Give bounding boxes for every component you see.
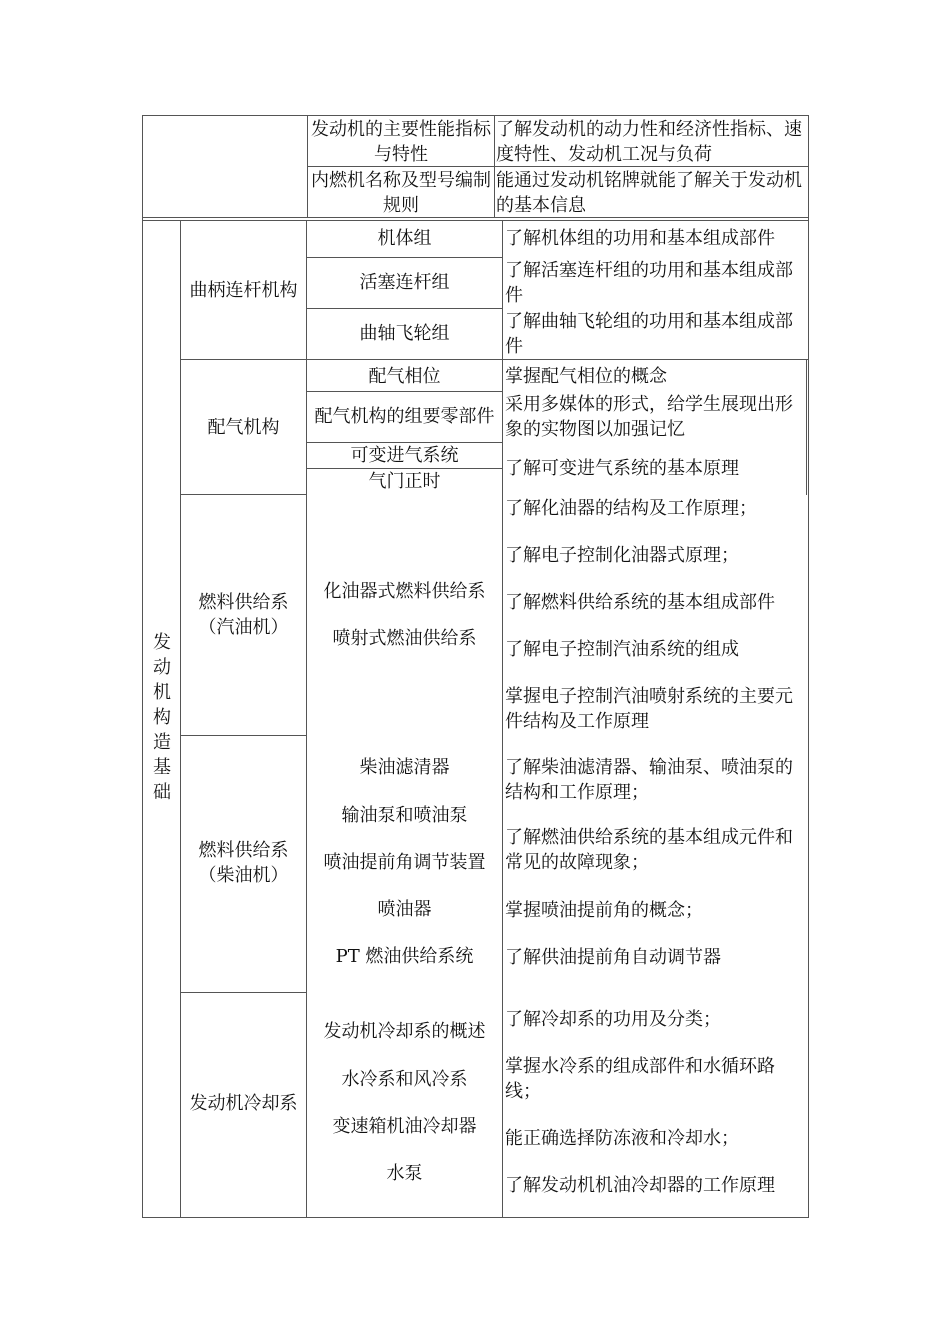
rule (808, 115, 809, 1218)
section-label: 配气机构 (207, 417, 280, 438)
requirement-cell: 掌握喷油提前角的概念； (505, 900, 703, 921)
rule (142, 115, 143, 1218)
topic-cell: 柴油滤清器 (359, 757, 450, 778)
section-label: 燃料供给系 (198, 840, 289, 861)
topic-cell: 变速箱机油冷却器 (332, 1116, 477, 1137)
requirement-cell: 了解机体组的功用和基本组成部件 (505, 228, 775, 249)
section-label: 燃料供给系 (198, 592, 289, 613)
rule (306, 257, 502, 258)
topic-cell: 气门正时 (368, 471, 441, 492)
requirement-cell: 了解电子控制化油器式原理； (505, 545, 739, 566)
requirement-cell: 了解发动机的动力性和经济性指标、速度特性、发动机工况与负荷 (496, 119, 802, 165)
topic-cell: 发动机的主要性能指标与特性 (311, 119, 491, 165)
requirement-cell: 采用多媒体的形式，给学生展现出形象的实物图以加强记忆 (505, 394, 793, 440)
rule (306, 308, 502, 309)
rule (307, 115, 308, 218)
topic-cell: 活塞连杆组 (359, 272, 450, 293)
requirement-cell: 能正确选择防冻液和冷却水； (505, 1128, 739, 1149)
rule (142, 115, 809, 116)
requirement-cell: 了解柴油滤清器、输油泵、喷油泵的结构和工作原理； (505, 757, 793, 803)
rule (306, 391, 502, 392)
section-label: 曲柄连杆机构 (189, 280, 298, 301)
topic-cell: 配气机构的组要零部件 (314, 406, 495, 427)
topic-cell: 机体组 (377, 228, 432, 249)
topic-cell: 喷油提前角调节装置 (323, 852, 486, 873)
rule (180, 735, 306, 736)
requirement-cell: 掌握水冷系的组成部件和水循环路线； (505, 1056, 775, 1102)
section-label: （汽油机） (198, 617, 289, 638)
topic-cell: 喷油器 (377, 899, 432, 920)
requirement-cell: 了解供油提前角自动调节器 (505, 947, 721, 968)
rule (142, 1217, 809, 1218)
topic-cell: 曲轴飞轮组 (359, 323, 450, 344)
requirement-cell: 了解可变进气系统的基本原理 (505, 458, 739, 479)
requirement-cell: 了解冷却系的功用及分类； (505, 1009, 721, 1030)
rule (180, 992, 306, 993)
requirement-cell: 了解发动机机油冷却器的工作原理 (505, 1175, 775, 1196)
topic-cell: 发动机冷却系的概述 (323, 1021, 486, 1042)
section-label: （柴油机） (198, 865, 289, 886)
rule (806, 360, 807, 495)
topic-cell: 喷射式燃油供给系 (332, 628, 477, 649)
requirement-cell: 了解化油器的结构及工作原理； (505, 498, 757, 519)
topic-cell: 水冷系和风冷系 (341, 1069, 468, 1090)
topic-cell: 化油器式燃料供给系 (323, 581, 486, 602)
rule (180, 494, 306, 495)
requirement-cell: 了解曲轴飞轮组的功用和基本组成部件 (505, 311, 793, 357)
rule (180, 220, 181, 1218)
rule (142, 220, 809, 221)
rule (494, 115, 495, 218)
section-label: 发动机冷却系 (189, 1093, 298, 1114)
requirement-cell: 了解电子控制汽油系统的组成 (505, 639, 739, 660)
requirement-cell: 掌握电子控制汽油喷射系统的主要元件结构及工作原理 (505, 686, 793, 732)
requirement-cell: 掌握配气相位的概念 (505, 366, 667, 387)
topic-cell: 内燃机名称及型号编制规则 (311, 170, 491, 216)
chapter-label: 发动机构造基础 (153, 632, 171, 803)
topic-cell: 配气相位 (368, 366, 441, 387)
requirement-cell: 能通过发动机铭牌就能了解关于发动机的基本信息 (496, 170, 802, 216)
topic-cell: PT 燃油供给系统 (335, 946, 474, 967)
rule (502, 220, 503, 1218)
topic-cell: 水泵 (386, 1163, 423, 1184)
requirement-cell: 了解燃油供给系统的基本组成元件和常见的故障现象； (505, 827, 793, 873)
topic-cell: 可变进气系统 (350, 445, 459, 466)
topic-cell: 输油泵和喷油泵 (341, 805, 468, 826)
requirement-cell: 了解活塞连杆组的功用和基本组成部件 (505, 260, 793, 306)
rule (180, 359, 809, 360)
requirement-cell: 了解燃料供给系统的基本组成部件 (505, 592, 775, 613)
